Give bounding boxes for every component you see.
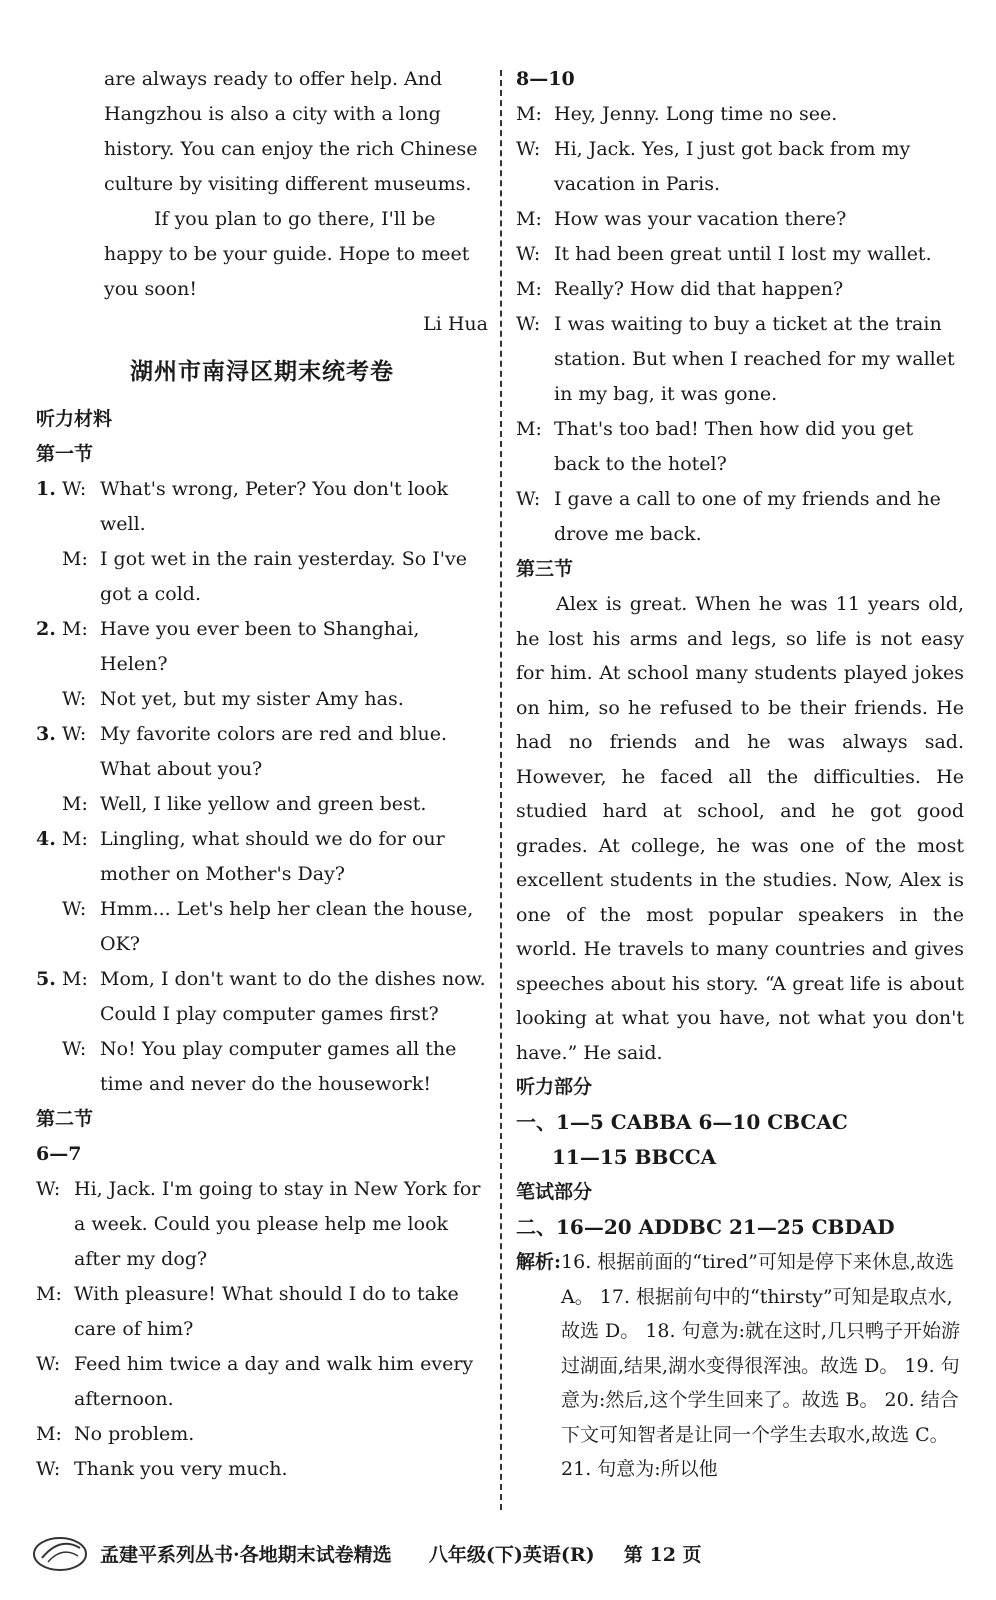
speaker-label: W: (62, 1038, 87, 1060)
dialog-text: Thank you very much. (74, 1458, 288, 1480)
speaker-label: W: (36, 1458, 61, 1480)
dialog-6-7 (36, 1172, 488, 1487)
letter-signature: Li Hua (423, 313, 488, 335)
analysis-label: 解析: (516, 1251, 562, 1273)
dialog-line (36, 542, 488, 612)
right-column (516, 62, 964, 1487)
page-footer (100, 1540, 960, 1567)
dialog-text: Well, I like yellow and green best. (100, 793, 427, 815)
analysis-text: 16. 根据前面的“tired”可知是停下来休息,故选 A。 17. 根据前句中的“thirsty”可知是取点水,故选 D。 18. 句意为:就在这时,几只鸭子开始游过湖面,结果,湖水变得很浑浊。故选 D。 19. 句意为:然后,这个学生回来了。故选 B。 20. 结合下文可知智者是让同一个学生去取水,故选 C。 21. 句意为:所以他 (561, 1251, 961, 1480)
speaker-label: W: (62, 898, 87, 920)
dialog-line (36, 1172, 488, 1277)
footer-series: 孟建平系列丛书·各地期末试卷精选 (100, 1544, 392, 1566)
dialog-text: Mom, I don't want to do the dishes now. Could I play computer games first? (100, 968, 486, 1025)
letter-paragraph-2 (36, 202, 488, 307)
question-number (36, 892, 62, 962)
letter-line: happy to be your guide. Hope to meet (104, 243, 470, 265)
written-label: 笔试部分 (516, 1181, 593, 1203)
speaker-label: M: (516, 418, 542, 440)
part3-label: 第三节 (516, 558, 574, 580)
speaker-label: W: (62, 723, 87, 745)
speaker-label: W: (516, 488, 541, 510)
dialog-text: I was waiting to buy a ticket at the train station. But when I reached for my wallet in my bag, it was gone. (554, 313, 955, 405)
dialog-text: Have you ever been to Shanghai, Helen? (100, 618, 420, 675)
dialog-line (516, 272, 964, 307)
dialog-text: No problem. (74, 1423, 195, 1445)
listening-label: 听力部分 (516, 1076, 593, 1098)
speaker-label: W: (36, 1353, 61, 1375)
dialog-line (36, 822, 488, 892)
letter-line: history. You can enjoy the rich Chinese (104, 138, 478, 160)
question-number (36, 787, 62, 822)
answers-row-3: 二、16—20 ADDBC 21—25 CBDAD (516, 1215, 895, 1239)
answers-row-1: 一、1—5 CABBA 6—10 CBCAC (516, 1110, 848, 1134)
speaker-label: M: (36, 1423, 62, 1445)
speaker-label: W: (516, 313, 541, 335)
speaker-label: W: (62, 688, 87, 710)
dialog-line (36, 1452, 488, 1487)
answers-row-2: 11—15 BBCCA (552, 1145, 717, 1169)
question-number: 4. (36, 828, 56, 850)
question-number: 1. (36, 478, 56, 500)
letter-paragraph-1 (36, 62, 488, 202)
dialog-line (36, 1347, 488, 1417)
part3-passage (516, 587, 964, 1070)
part1-dialogs (36, 472, 488, 1102)
dialog-line (516, 307, 964, 412)
question-number (36, 682, 62, 717)
range-6-7: 6—7 (36, 1143, 82, 1165)
dialog-text: No! You play computer games all the time and never do the housework! (100, 1038, 457, 1095)
speaker-label: M: (62, 968, 88, 990)
dialog-text: Not yet, but my sister Amy has. (100, 688, 404, 710)
left-column (36, 62, 488, 1487)
question-number: 3. (36, 723, 56, 745)
dialog-text: With pleasure! What should I do to take care of him? (74, 1283, 459, 1340)
part1-label: 第一节 (36, 443, 94, 465)
dialog-line (516, 132, 964, 202)
dialog-line (516, 237, 964, 272)
dialog-text: It had been great until I lost my wallet. (554, 243, 932, 265)
section-label-listening-material: 听力材料 (36, 408, 113, 430)
letter-line: culture by visiting different museums. (104, 173, 472, 195)
question-number (36, 542, 62, 612)
speaker-label: M: (36, 1283, 62, 1305)
dialog-line (36, 892, 488, 962)
speaker-label: W: (516, 138, 541, 160)
dialog-text: I gave a call to one of my friends and he drove me back. (554, 488, 941, 545)
speaker-label: M: (516, 208, 542, 230)
dialog-line (36, 787, 488, 822)
analysis-block (516, 1245, 964, 1487)
dialog-text: Hmm... Let's help her clean the house, OK? (100, 898, 474, 955)
dialog-line (36, 612, 488, 682)
dialog-line (36, 472, 488, 542)
dialog-8-10 (516, 97, 964, 552)
dialog-text: That's too bad! Then how did you get back to the hotel? (554, 418, 914, 475)
part2-label: 第二节 (36, 1108, 94, 1130)
dialog-line (516, 412, 964, 482)
speaker-label: W: (36, 1178, 61, 1200)
speaker-label: M: (62, 828, 88, 850)
book-logo-icon (30, 1528, 90, 1574)
dialog-text: Really? How did that happen? (554, 278, 844, 300)
dialog-text: How was your vacation there? (554, 208, 847, 230)
speaker-label: M: (62, 618, 88, 640)
dialog-line (36, 1277, 488, 1347)
footer-grade: 八年级(下)英语(R) (428, 1544, 595, 1566)
dialog-line (516, 482, 964, 552)
speaker-label: W: (62, 478, 87, 500)
dialog-text: Hi, Jack. I'm going to stay in New York for a week. Could you please help me look after my dog? (74, 1178, 481, 1270)
letter-line: If you plan to go there, I'll be (154, 208, 436, 230)
dialog-line (36, 717, 488, 787)
dialog-line (36, 962, 488, 1032)
speaker-label: M: (62, 548, 88, 570)
dialog-text: Hey, Jenny. Long time no see. (554, 103, 838, 125)
letter-line: you soon! (104, 278, 197, 300)
dialog-text: I got wet in the rain yesterday. So I've got a cold. (100, 548, 467, 605)
dialog-text: Lingling, what should we do for our mother on Mother's Day? (100, 828, 445, 885)
dialog-text: Feed him twice a day and walk him every afternoon. (74, 1353, 474, 1410)
dialog-text: What's wrong, Peter? You don't look well. (100, 478, 449, 535)
footer-page: 第 12 页 (623, 1544, 702, 1566)
speaker-label: W: (516, 243, 541, 265)
question-number (36, 1032, 62, 1102)
dialog-line (36, 1417, 488, 1452)
letter-line: are always ready to offer help. And (104, 68, 443, 90)
dialog-line (516, 97, 964, 132)
speaker-label: M: (62, 793, 88, 815)
dialog-line (36, 682, 488, 717)
letter-line: Hangzhou is also a city with a long (104, 103, 441, 125)
dialog-line (516, 202, 964, 237)
speaker-label: M: (516, 278, 542, 300)
column-divider (500, 70, 502, 1510)
range-8-10: 8—10 (516, 68, 575, 90)
dialog-text: Hi, Jack. Yes, I just got back from my vacation in Paris. (554, 138, 911, 195)
question-number: 2. (36, 618, 56, 640)
passage-text: Alex is great. When he was 11 years old, he lost his arms and legs, so life is not easy for him. At school many students played jokes on him, so he refused to be their friends. He had no friends and he was always sad. However, he faced all the difficulties. He studied hard at school, and he got good grades. At college, he was one of the most excellent students in the studies. Now, Alex is one of the most popular speakers in the world. He travels to many countries and gives speeches about his story. “A great life is about looking at what you have, not what you don't have.” He said. (516, 593, 964, 1064)
question-number: 5. (36, 968, 56, 990)
dialog-text: My favorite colors are red and blue. What about you? (100, 723, 448, 780)
speaker-label: M: (516, 103, 542, 125)
dialog-line (36, 1032, 488, 1102)
exam-title: 湖州市南浔区期末统考卷 (130, 358, 394, 385)
